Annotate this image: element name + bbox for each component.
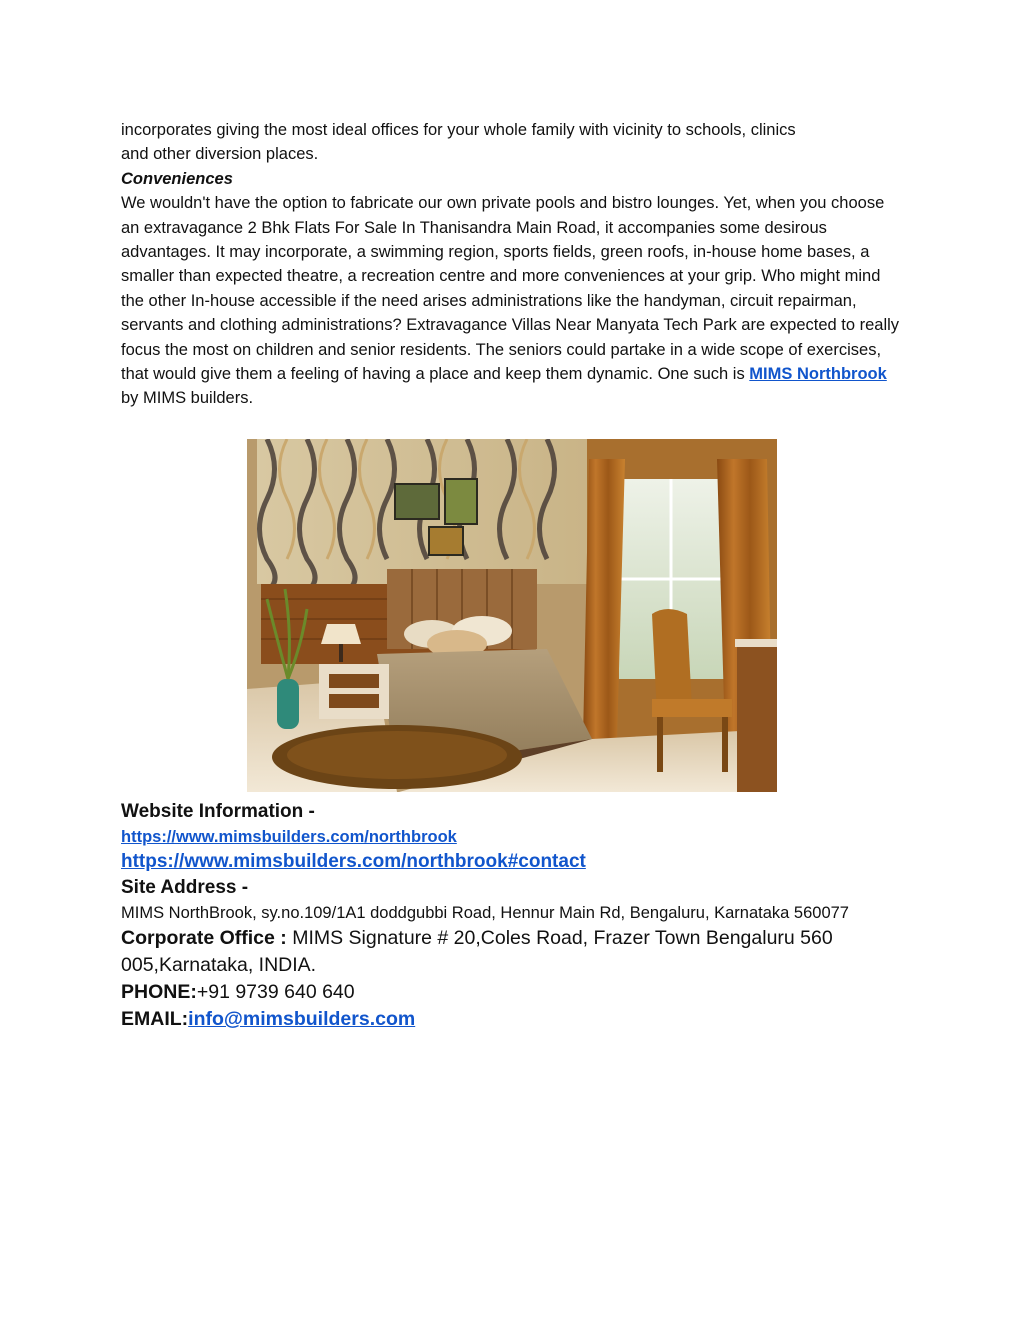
mims-northbrook-link[interactable]: MIMS Northbrook [749, 365, 887, 384]
email-line [121, 1006, 901, 1033]
northbrook-url-link[interactable]: https://www.mimsbuilders.com/northbrook [121, 828, 457, 846]
phone-label: PHONE: [121, 981, 197, 1004]
corporate-office [121, 925, 901, 979]
bedroom-photo [247, 439, 777, 792]
article-body [121, 118, 901, 411]
contact-info [121, 799, 901, 1033]
body-text: We wouldn't have the option to fabricate our own private pools and bistro lounges. Yet, when you choose an extravagance 2 Bhk Flats For Sale In Thanisandra Main Road, it accompanies some desirous advantages. It may incorporate, a swimming region, sports fields, green roofs, in-house home bases, a smaller than expected theatre, a recreation centre and more conveniences at your grip. Who might mind the other In-house accessible if the need arises administrations like the handyman, circuit repairman, servants and clothing administrations? Extravagance Villas Near Manyata Tech Park are expected to really focus the most on children and senior residents. The seniors could partake in a wide scope of exercises, that would give them a feeling of having a place and keep them dynamic. One such is [121, 194, 900, 384]
intro-line-1: incorporates giving the most ideal offices for your whole family with vicinity to schools, clinics [121, 121, 796, 139]
northbrook-contact-url-link[interactable]: https://www.mimsbuilders.com/northbrook#contact [121, 851, 586, 872]
site-address-text: MIMS NorthBrook, sy.no.109/1A1 doddgubbi Road, Hennur Main Rd, Bengaluru, Karnataka 560077 [121, 904, 849, 922]
body-text-end: by MIMS builders. [121, 389, 254, 408]
corporate-office-label: Corporate Office : [121, 927, 287, 950]
phone-value: +91 9739 640 640 [196, 981, 355, 1004]
phone-line [121, 979, 901, 1006]
email-label: EMAIL: [121, 1008, 189, 1031]
intro-paragraph [121, 118, 901, 167]
site-address-heading: Site Address - [121, 877, 249, 898]
section-heading: Conveniences [121, 169, 233, 188]
conveniences-paragraph [121, 191, 901, 411]
corporate-office-address: MIMS Signature # 20,Coles Road, Frazer Town Bengaluru 560 005,Karnataka, INDIA. [121, 927, 833, 977]
website-info-heading: Website Information - [121, 801, 315, 822]
intro-line-2: and other diversion places. [121, 145, 319, 164]
email-link[interactable]: info@mimsbuilders.com [188, 1008, 416, 1031]
